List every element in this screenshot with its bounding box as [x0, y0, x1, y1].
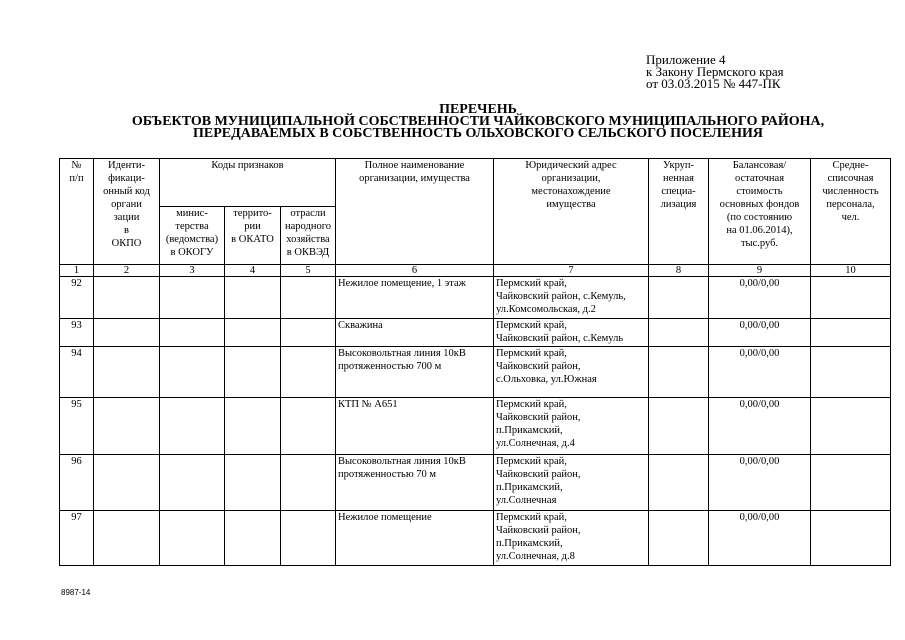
header-name: Полное наименование организации, имущества [336, 159, 494, 265]
row-number: 93 [60, 319, 94, 347]
row-number: 97 [60, 511, 94, 566]
row-address: Пермский край, Чайковский район, п.Прикамский, ул.Солнечная, д.8 [494, 511, 649, 566]
column-number: 9 [709, 265, 811, 277]
row-number: 96 [60, 455, 94, 511]
table-row [60, 319, 891, 347]
row-address: Пермский край, Чайковский район, с.Кемуль, ул.Комсомольская, д.2 [494, 277, 649, 319]
row-name: Нежилое помещение [336, 511, 494, 566]
row-name: Скважина [336, 319, 494, 347]
column-number: 4 [225, 265, 281, 277]
header-okved: отрасли народного хозяйства в ОКВЭД [281, 207, 336, 265]
row-name: Высоковольтная линия 10кВ протяженностью 700 м [336, 347, 494, 398]
column-number: 3 [160, 265, 225, 277]
row-balance: 0,00/0,00 [709, 277, 811, 319]
column-number: 8 [649, 265, 709, 277]
header-staff: Средне- списочная численность персонала, чел. [811, 159, 891, 265]
row-address: Пермский край, Чайковский район, п.Прикамский, ул.Солнечная, д.4 [494, 398, 649, 455]
row-balance: 0,00/0,00 [709, 398, 811, 455]
header-codes: Коды признаков [160, 159, 336, 207]
row-balance: 0,00/0,00 [709, 511, 811, 566]
table-row [60, 277, 891, 319]
appendix-line-1: Приложение 4 [646, 52, 726, 67]
header-okpo: Иденти- фикаци- онный код органи зации в ОКПО [94, 159, 160, 265]
table-row [60, 347, 891, 398]
table-row [60, 455, 891, 511]
column-number: 10 [811, 265, 891, 277]
title-line-1: ПЕРЕЧЕНЬ [439, 102, 517, 117]
column-number: 6 [336, 265, 494, 277]
row-address: Пермский край, Чайковский район, с.Ольховка, ул.Южная [494, 347, 649, 398]
header-okato: террито- рии в ОКАТО [225, 207, 281, 265]
property-table [59, 158, 891, 566]
title-line-3: ПЕРЕДАВАЕМЫХ В СОБСТВЕННОСТЬ ОЛЬХОВСКОГО СЕЛЬСКОГО ПОСЕЛЕНИЯ [193, 126, 763, 141]
row-balance: 0,00/0,00 [709, 455, 811, 511]
appendix-note [646, 54, 784, 90]
column-number: 7 [494, 265, 649, 277]
column-number: 1 [60, 265, 94, 277]
column-numbers-row [60, 265, 891, 277]
column-number: 2 [94, 265, 160, 277]
row-address: Пермский край, Чайковский район, п.Прикамский, ул.Солнечная [494, 455, 649, 511]
row-balance: 0,00/0,00 [709, 347, 811, 398]
row-name: Нежилое помещение, 1 этаж [336, 277, 494, 319]
row-name: КТП № А651 [336, 398, 494, 455]
title-line-2: ОБЪЕКТОВ МУНИЦИПАЛЬНОЙ СОБСТВЕННОСТИ ЧАЙКОВСКОГО МУНИЦИПАЛЬНОГО РАЙОНА, [131, 114, 825, 129]
row-number: 92 [60, 277, 94, 319]
appendix-line-2: к Закону Пермского края [646, 64, 784, 79]
header-num: № п/п [60, 159, 94, 265]
header-specialization: Укруп- ненная специа- лизация [649, 159, 709, 265]
header-balance: Балансовая/ остаточная стоимость основных фондов (по состоянию на 01.06.2014), тыс.руб. [709, 159, 811, 265]
table-row [60, 511, 891, 566]
row-address: Пермский край, Чайковский район, с.Кемуль [494, 319, 649, 347]
row-number: 95 [60, 398, 94, 455]
header-okogu: минис- терства (ведомства) в ОКОГУ [160, 207, 225, 265]
row-balance: 0,00/0,00 [709, 319, 811, 347]
header-address: Юридический адрес организации, местонахождение имущества [494, 159, 649, 265]
document-title [60, 104, 896, 140]
row-number: 94 [60, 347, 94, 398]
document-code: 8987-14 [61, 588, 91, 597]
table-row [60, 398, 891, 455]
appendix-line-3: от 03.03.2015 № 447-ПК [646, 76, 781, 91]
column-number: 5 [281, 265, 336, 277]
row-name: Высоковольтная линия 10кВ протяженностью 70 м [336, 455, 494, 511]
